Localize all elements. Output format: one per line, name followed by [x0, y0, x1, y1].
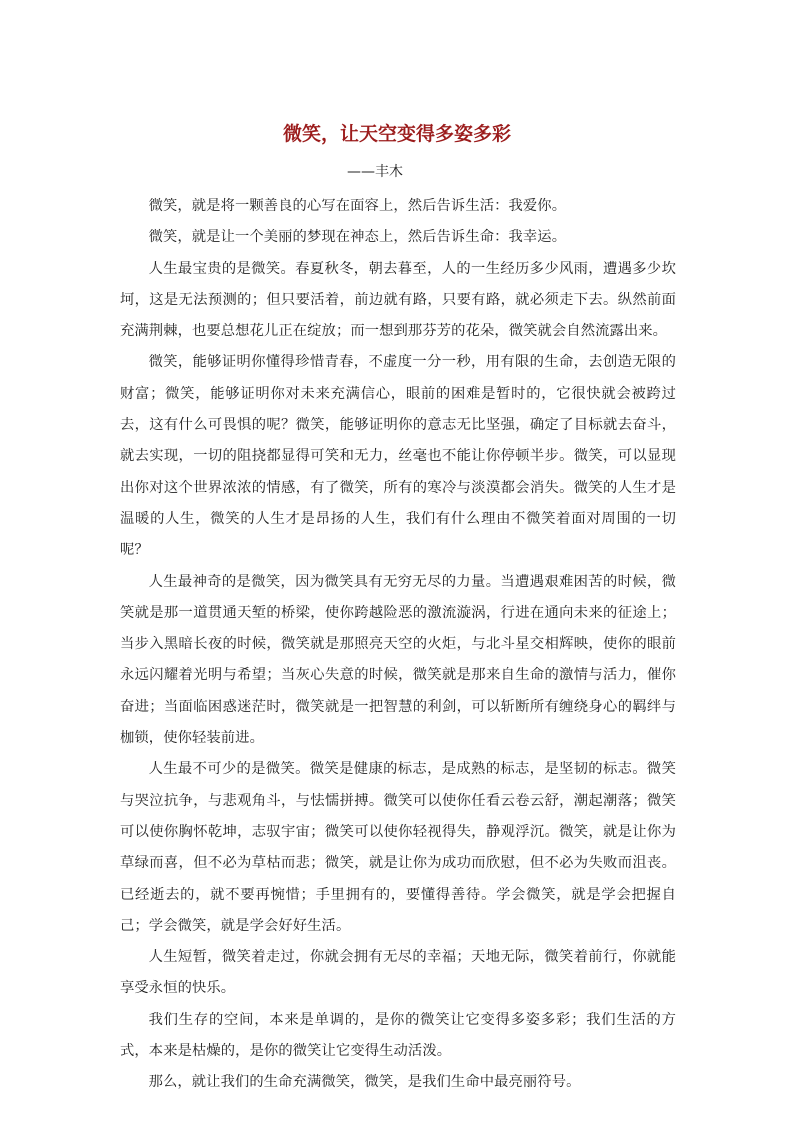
paragraph-9: 那么，就让我们的生命充满微笑，微笑，是我们生命中最亮丽符号。: [148, 1074, 581, 1091]
paragraph-8: 我们生存的空间，本来是单调的，是你的微笑让它变得多姿多彩；我们生活的方式，本来是枯燥的，是你的微笑让它变得生动活泼。: [120, 1011, 676, 1060]
article-author: ——丰木: [347, 164, 403, 180]
article-title: 微笑，让天空变得多姿多彩: [282, 123, 511, 145]
paragraph-5: 人生最神奇的是微笑，因为微笑具有无穷无尽的力量。当遭遇艰难困苦的时候，微笑就是那一道贯通天堑的桥梁，使你跨越险恶的激流漩涡，行进在通向未来的征途上；当步入黑暗长夜的时候，微笑就是那照亮天空的火炬，与北斗星交相辉映，使你的眼前永远闪耀着光明与希望；当灰心失意的时候，微笑就是那来自生命的激情与活力，催你奋进；当面临困惑迷茫时，微笑就是一把智慧的利剑，可以斩断所有缠绕身心的羁绊与枷锁，使你轻装前进。: [120, 573, 676, 747]
paragraph-3: 人生最宝贵的是微笑。春夏秋冬，朝去暮至，人的一生经历多少风雨，遭遇多少坎坷，这是无法预测的；但只要活着，前边就有路，只要有路，就必须走下去。纵然前面充满荆棘，也要总想花儿正在绽放；而一想到那芬芳的花朵，微笑就会自然流露出来。: [120, 260, 676, 340]
paragraph-4: 微笑，能够证明你懂得珍惜青春，不虚度一分一秒，用有限的生命，去创造无限的财富；微笑，能够证明你对未来充满信心，眼前的困难是暂时的，它很快就会被跨过去，这有什么可畏惧的呢？微笑，能够证明你的意志无比坚强，确定了目标就去奋斗，就去实现，一切的阻挠都显得可笑和无力，丝毫也不能让你停顿半步。微笑，可以显现出你对这个世界浓浓的情感，有了微笑，所有的寒冷与淡漠都会消失。微笑的人生才是温暖的人生，微笑的人生才是昂扬的人生，我们有什么理由不微笑着面对周围的一切呢？: [120, 354, 676, 559]
paragraph-6: 人生最不可少的是微笑。微笑是健康的标志，是成熟的标志，是坚韧的标志。微笑与哭泣抗争，与悲观角斗，与怯懦拼搏。微笑可以使你任看云卷云舒，潮起潮落；微笑可以使你胸怀乾坤，志驭宇宙；微笑可以使你轻视得失，静观浮沉。微笑，就是让你为草绿而喜，但不必为草枯而悲；微笑，就是让你为成功而欣慰，但不必为失败而沮丧。已经逝去的，就不要再惋惜；手里拥有的，要懂得善待。学会微笑，就是学会把握自己；学会微笑，就是学会好好生活。: [120, 761, 676, 934]
article-body: [120, 191, 676, 1099]
paragraph-2: 微笑，就是让一个美丽的梦现在神态上，然后告诉生命：我幸运。: [148, 229, 567, 246]
paragraph-1: 微笑，就是将一颗善良的心写在面容上，然后告诉生活：我爱你。: [148, 198, 567, 214]
paragraph-7: 人生短暂，微笑着走过，你就会拥有无尽的幸福；天地无际，微笑着前行，你就能享受永恒的快乐。: [120, 949, 676, 997]
